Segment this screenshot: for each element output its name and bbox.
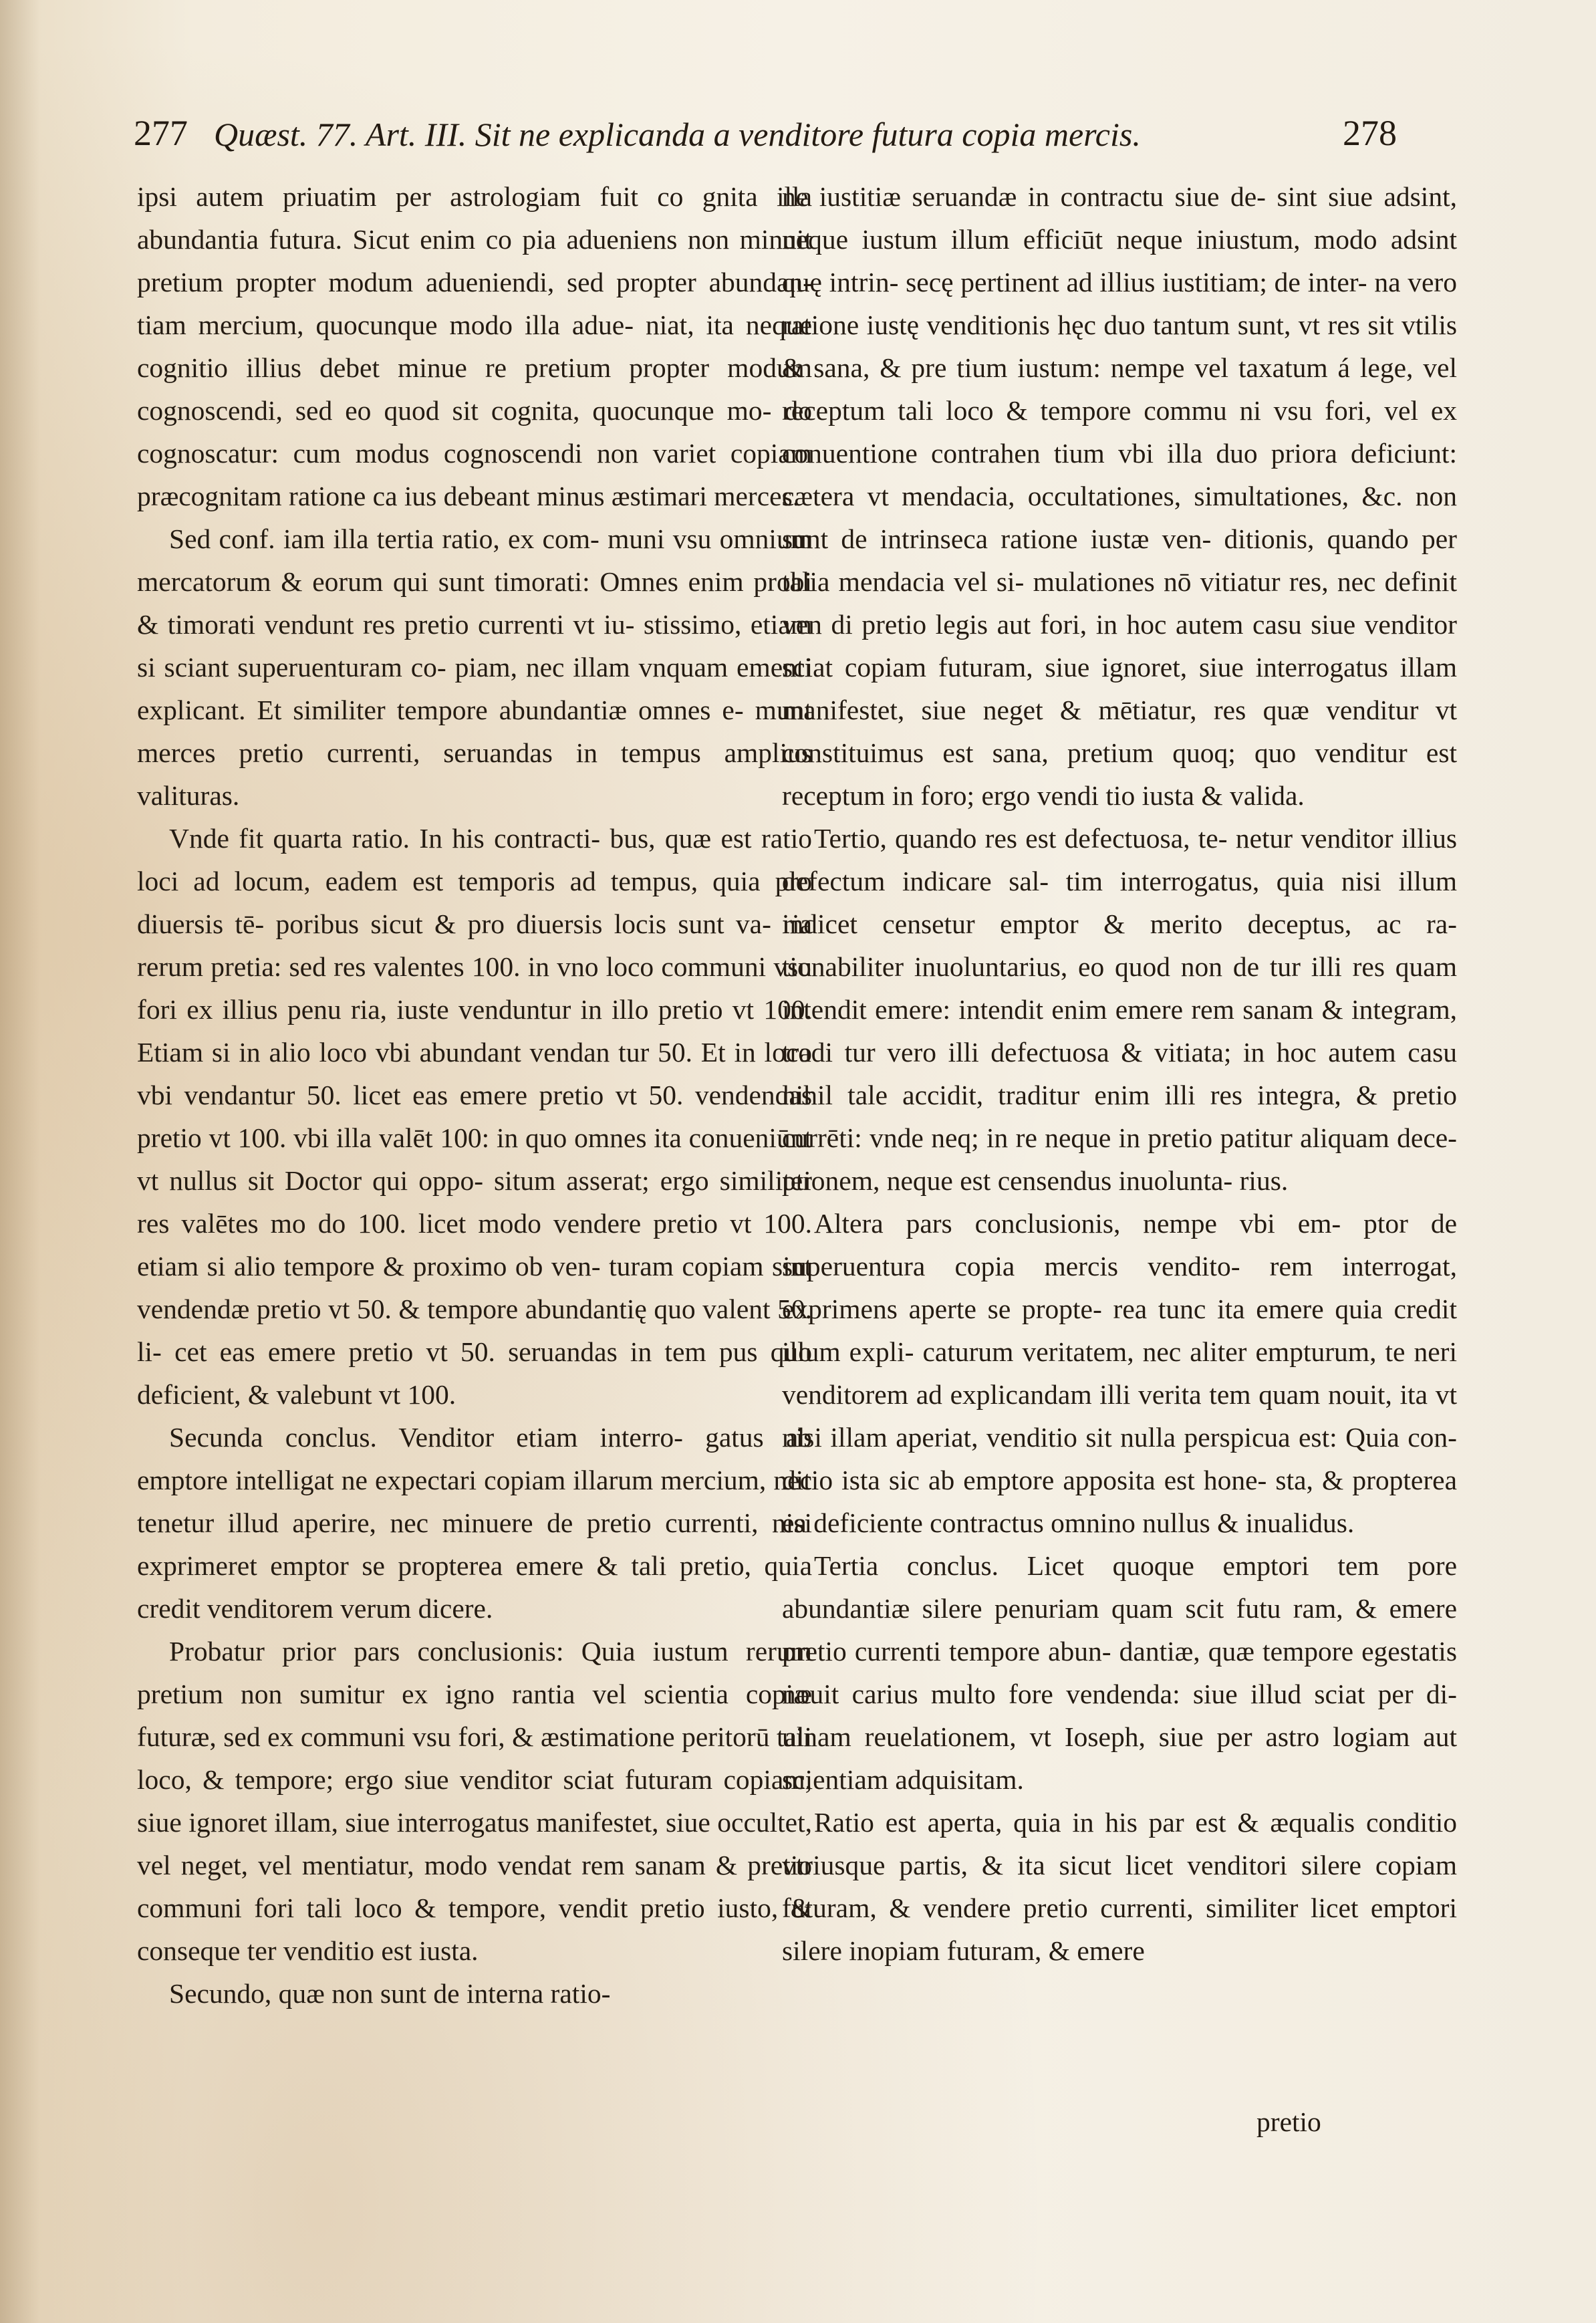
page-fold-shadow [0, 0, 40, 2323]
paragraph: Sed conf. iam illa tertia ratio, ex com- muni vsu omnium mercatorum & eorum qui sunt timorati: Omnes enim probi & timorati vendunt res pretio currenti vt iu- stissimo, etiam si sciant superuenturam co- piam, nec illam vnquam ementi explicant. Et similiter tempore abundantiæ omnes e- munt merces pretio currenti, seruandas in tempus amplius valituras. [137, 523, 812, 811]
paragraph: ne iustitiæ seruandæ in contractu siue de- sint siue adsint, neque iustum illum efficiūt neque iniustum, modo adsint quę intrin- secę pertinent ad illius iustitiam; de inter- na vero ratione iustę venditionis hęc duo tantum sunt, vt res sit vtilis & sana, & pre tium iustum: nempe vel taxatum á lege, vel receptum tali loco & tempore commu ni vsu fori, vel ex conuentione contrahen tium vbi illa duo priora deficiunt: cætera vt mendacia, occultationes, simultationes, &c. non sunt de intrinseca ratione iustæ ven- ditionis, quando per talia mendacia vel si- mulationes nō vitiatur res, nec definit ven di pretio legis aut fori, in hoc autem casu siue venditor sciat copiam futuram, siue ignoret, siue interrogatus illam manifestet, siue neget & mētiatur, res quæ venditur vt constituimus est sana, pretium quoq; quo venditur est receptum in foro; ergo vendi tio iusta & valida. [782, 181, 1457, 811]
paragraph: ipsi autem priuatim per astrologiam fuit co gnita illa abundantia futura. Sicut enim co pia adueniens non minuit pretium propter modum adueniendi, sed propter abundan- tiam mercium, quocunque modo illa adue- niat, ita neque cognitio illius debet minue re pretium propter modum cognoscendi, sed eo quod sit cognita, quocunque mo- do cognoscatur: cum modus cognoscendi non variet copiam præcognitam ratione ca ius debeant minus æstimari merces. [137, 181, 812, 511]
paragraph: Tertia conclus. Licet quoque emptori tem pore abundantiæ silere penuriam quam scit futu ram, & emere pretio currenti tempore abun- dantiæ, quæ tempore egestatis nouit carius multo fore vendenda: siue illud sciat per di- uinam reuelationem, vt Ioseph, siue per astro logiam aut scientiam adquisitam. [782, 1550, 1457, 1795]
paragraph: Secunda conclus. Venditor etiam interro- gatus ab emptore intelligat ne expectari copiam illarum mercium, nec tenetur illud aperire, nec minuere de pretio currenti, nisi exprimeret emptor se propterea emere & tali pretio, quia credit venditorem verum dicere. [137, 1422, 812, 1624]
page-number-right: 278 [1343, 113, 1397, 153]
paragraph: Probatur prior pars conclusionis: Quia iustum rerum pretium non sumitur ex igno rantia vel scientia copiæ futuræ, sed ex communi vsu fori, & æstimatione peritorū tali loco, & tempore; ergo siue venditor sciat futuram copiam, siue ignoret illam, siue interrogatus manifestet, siue occultet, vel neget, vel mentiatur, modo vendat rem sanam & pretio communi fori tali loco & tempore, vendit pretio iusto, & conseque ter venditio est iusta. [137, 1636, 812, 1966]
paragraph: Altera pars conclusionis, nempe vbi em- ptor de superuentura copia mercis vendito- rem interrogat, exprimens aperte se propte- rea tunc ita emere quia credit illum expli- caturum veritatem, nec aliter empturum, te neri venditorem ad explicandam illi verita tem quam nouit, ita vt nisi illam aperiat, venditio sit nulla perspicua est: Quia con- ditio ista sic ab emptore apposita est hone- sta, & propterea ea deficiente contractus omnino nullus & inualidus. [782, 1208, 1457, 1538]
running-header [120, 112, 1397, 172]
running-title: Quæst. 77. Art. III. Sit ne explicanda a venditore futura copia mercis. [214, 116, 1141, 153]
paragraph: Ratio est aperta, quia in his par est & æqualis conditio vtriusque partis, & ita sicut licet venditori silere copiam futuram, & vendere pretio currenti, similiter licet emptori silere inopiam futuram, & emere [782, 1807, 1457, 1966]
paragraph: Vnde fit quarta ratio. In his contracti- bus, quæ est ratio loci ad locum, eadem est temporis ad tempus, quia pro diuersis tē- poribus sicut & pro diuersis locis sunt va- ria rerum pretia: sed res valentes 100. in vno loco communi vsu fori ex illius penu ria, iuste venduntur in illo pretio vt 100. Etiam si in alio loco vbi abundant vendan tur 50. Et in loco vbi vendantur 50. licet eas emere pretio vt 50. vendendas pretio vt 100. vbi illa valēt 100: in quo omnes ita conueniūnt vt nullus sit Doctor qui oppo- situm asserat; ergo similiter res valētes mo do 100. licet modo vendere pretio vt 100. etiam si alio tempore & proximo ob ven- turam copiam sint vendendæ pretio vt 50. & tempore abundantię quo valent 50. li- cet eas emere pretio vt 50. seruandas in tem pus quo deficient, & valebunt vt 100. [137, 823, 812, 1410]
left-column [137, 175, 812, 2015]
right-column [782, 175, 1457, 1972]
catchword: pretio [1256, 2106, 1321, 2137]
paragraph: Tertio, quando res est defectuosa, te- netur venditor illius defectum indicare sal- tim interrogatus, quia nisi illum indicet censetur emptor & merito deceptus, ac ra- tionabiliter inuoluntarius, eo quod non de tur illi res quam intendit emere: intendit enim emere rem sanam & integram, tradi tur vero illi defectuosa & vitiata; in hoc autem casu nihil tale accidit, traditur enim illi res integra, & pretio currēti: vnde neq; in re neque in pretio patitur aliquam dece- ptionem, neque est censendus inuolunta- rius. [782, 823, 1457, 1196]
page-number-left: 277 [134, 113, 188, 153]
paragraph: Secundo, quæ non sunt de interna ratio- [169, 1978, 611, 2009]
